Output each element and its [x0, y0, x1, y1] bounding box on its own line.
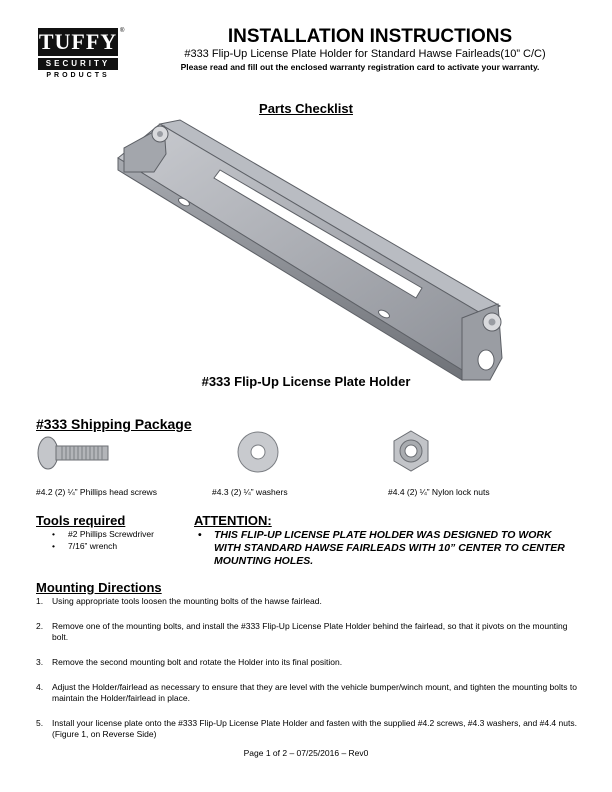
part-label-screws: #4.2 (2) ¼” Phillips head screws — [36, 487, 157, 497]
step-number: 3. — [36, 657, 44, 667]
list-item — [36, 718, 581, 740]
lock-nut-icon — [392, 429, 430, 473]
logo-registered-mark: ® — [120, 28, 125, 34]
logo-line2: SECURITY — [38, 58, 118, 70]
tool-item: • 7/16” wrench — [52, 540, 154, 552]
list-item — [36, 596, 581, 607]
list-item — [36, 621, 581, 643]
part-label-nuts: #4.4 (2) ¼” Nylon lock nuts — [388, 487, 490, 497]
mounting-steps-list — [36, 596, 581, 754]
step-number: 5. — [36, 718, 44, 728]
warranty-note: Please read and fill out the enclosed warranty registration card to activate your warranty. — [180, 62, 540, 72]
page-subtitle: #333 Flip-Up License Plate Holder for Standard Hawse Fairleads(10” C/C) — [184, 48, 546, 60]
shipping-package-heading: #333 Shipping Package — [36, 416, 192, 432]
phillips-screw-icon — [36, 434, 112, 472]
attention-heading: ATTENTION: — [194, 513, 272, 528]
step-text: Remove the second mounting bolt and rotate the Holder into its final position. — [52, 657, 343, 667]
parts-checklist-heading: Parts Checklist — [259, 101, 353, 116]
tuffy-logo — [38, 28, 125, 82]
bullet-icon: • — [198, 529, 202, 541]
step-text: Adjust the Holder/fairlead as necessary to ensure that they are level with the vehicle bumper/winch mount, and tighten the mounting bolts to maintain the Holder/fairlead in place. — [52, 682, 577, 703]
page-footer: Page 1 of 2 – 07/25/2016 – Rev0 — [243, 748, 369, 758]
step-text: Using appropriate tools loosen the mounting bolts of the hawse fairlead. — [52, 596, 322, 606]
step-number: 2. — [36, 621, 44, 631]
list-item — [36, 657, 581, 668]
attention-text: THIS FLIP-UP LICENSE PLATE HOLDER WAS DESIGNED TO WORK WITH STANDARD HAWSE FAIRLEADS WITH 10” CENTER TO CENTER MOUNTING HOLES. — [214, 529, 565, 567]
washer-icon — [236, 430, 280, 474]
step-number: 4. — [36, 682, 44, 692]
tools-list — [52, 528, 154, 552]
step-text: Install your license plate onto the #333 Flip-Up License Plate Holder and fasten with the supplied #4.2 screws, #4.3 washers, and #4.4 nuts. (Figure 1, on Reverse Side) — [52, 718, 577, 739]
step-number: 1. — [36, 596, 44, 606]
mounting-directions-heading: Mounting Directions — [36, 580, 162, 595]
page-title: INSTALLATION INSTRUCTIONS — [227, 26, 513, 47]
license-plate-holder-image — [110, 118, 530, 388]
step-text: Remove one of the mounting bolts, and install the #333 Flip-Up License Plate Holder behind the fairlead, so that it pivots on the mounting bolt. — [52, 621, 568, 642]
list-item — [36, 682, 581, 704]
logo-brand: TUFFY — [38, 29, 118, 54]
tools-required-heading: Tools required — [36, 513, 126, 528]
part-label-washers: #4.3 (2) ¼” washers — [212, 487, 288, 497]
product-caption: #333 Flip-Up License Plate Holder — [201, 374, 411, 389]
tool-item: • #2 Phillips Screwdriver — [52, 528, 154, 540]
attention-notice — [198, 529, 568, 568]
logo-line3: PRODUCTS — [46, 72, 110, 79]
